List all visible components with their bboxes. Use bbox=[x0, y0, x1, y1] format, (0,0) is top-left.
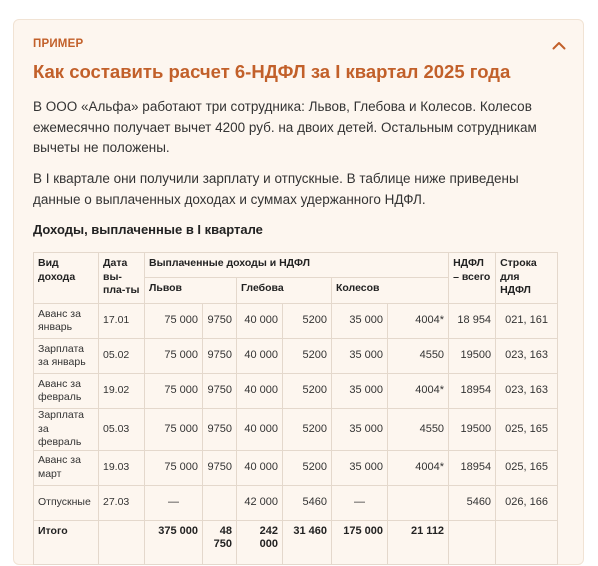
cell-kolesov-income: 35 000 bbox=[332, 304, 388, 339]
cell-kind: Аванс за февраль bbox=[34, 374, 99, 409]
cell-total: 18954 bbox=[449, 450, 496, 485]
cell-glebova-ndfl: 5200 bbox=[283, 374, 332, 409]
cell-date: 27.03 bbox=[99, 485, 145, 520]
cell-lvov-ndfl: 48 750 bbox=[203, 520, 237, 564]
collapse-button[interactable] bbox=[548, 34, 570, 56]
cell-kolesov-ndfl: 4004* bbox=[388, 450, 449, 485]
cell-line: 025, 165 bbox=[496, 450, 558, 485]
table-row bbox=[34, 339, 558, 374]
cell-total: 19500 bbox=[449, 409, 496, 451]
cell-kolesov-ndfl: 4550 bbox=[388, 409, 449, 451]
cell-total bbox=[449, 520, 496, 564]
cell-kind: Аванс за март bbox=[34, 450, 99, 485]
cell-kind: Отпускные bbox=[34, 485, 99, 520]
cell-kolesov-ndfl: 21 112 bbox=[388, 520, 449, 564]
cell-line: 025, 165 bbox=[496, 409, 558, 451]
cell-glebova-income: 40 000 bbox=[237, 339, 283, 374]
cell-date bbox=[99, 520, 145, 564]
cell-kind: Зарплата за январь bbox=[34, 339, 99, 374]
cell-line: 023, 163 bbox=[496, 374, 558, 409]
cell-glebova-income: 40 000 bbox=[237, 304, 283, 339]
header-glebova: Глебова bbox=[237, 278, 332, 304]
cell-kind: Итого bbox=[34, 520, 99, 564]
cell-kind: Аванс за январь bbox=[34, 304, 99, 339]
cell-lvov-income: 75 000 bbox=[145, 409, 203, 451]
cell-date: 05.02 bbox=[99, 339, 145, 374]
paragraph-employees: В ООО «Альфа» работают три сотрудника: Львов, Глебова и Колесов. Колесов ежемесячно получает вычет 4200 руб. на двоих детей. Остальным сотрудникам вычеты не положены. bbox=[33, 99, 537, 155]
cell-glebova-income: 40 000 bbox=[237, 450, 283, 485]
cell-total: 19500 bbox=[449, 339, 496, 374]
table-row bbox=[34, 374, 558, 409]
table-row bbox=[34, 304, 558, 339]
cell-lvov-income: 75 000 bbox=[145, 339, 203, 374]
cell-glebova-ndfl: 5200 bbox=[283, 304, 332, 339]
header-kind: Вид дохода bbox=[34, 253, 99, 304]
cell-lvov-ndfl bbox=[203, 485, 237, 520]
cell-kolesov-income: 175 000 bbox=[332, 520, 388, 564]
cell-lvov-ndfl: 9750 bbox=[203, 374, 237, 409]
chevron-up-icon bbox=[552, 41, 566, 50]
cell-date: 19.02 bbox=[99, 374, 145, 409]
cell-glebova-income: 40 000 bbox=[237, 409, 283, 451]
header-line: Строка для НДФЛ bbox=[496, 253, 558, 304]
header-paid: Выплаченные доходы и НДФЛ bbox=[145, 253, 449, 278]
cell-date: 17.01 bbox=[99, 304, 145, 339]
cell-kolesov-ndfl: 4004* bbox=[388, 374, 449, 409]
header-date: Дата вы-пла-ты bbox=[99, 253, 145, 304]
cell-lvov-income: 75 000 bbox=[145, 374, 203, 409]
header-lvov: Львов bbox=[145, 278, 237, 304]
cell-lvov-ndfl: 9750 bbox=[203, 409, 237, 451]
cell-line bbox=[496, 520, 558, 564]
cell-glebova-ndfl: 5200 bbox=[283, 339, 332, 374]
cell-lvov-income: 375 000 bbox=[145, 520, 203, 564]
cell-total: 18954 bbox=[449, 374, 496, 409]
cell-glebova-ndfl: 5200 bbox=[283, 409, 332, 451]
example-title: Как составить расчет 6-НДФЛ за I квартал 2025 года bbox=[33, 61, 511, 82]
cell-kind: Зарплата за февраль bbox=[34, 409, 99, 451]
cell-line: 026, 166 bbox=[496, 485, 558, 520]
cell-glebova-income: 42 000 bbox=[237, 485, 283, 520]
cell-kolesov-income: 35 000 bbox=[332, 339, 388, 374]
table-title: Доходы, выплаченные в I квартале bbox=[33, 222, 263, 237]
cell-lvov-income: 75 000 bbox=[145, 450, 203, 485]
cell-lvov-income: — bbox=[145, 485, 203, 520]
table-row bbox=[34, 409, 558, 451]
cell-lvov-income: 75 000 bbox=[145, 304, 203, 339]
cell-lvov-ndfl: 9750 bbox=[203, 304, 237, 339]
income-table bbox=[33, 252, 558, 565]
example-card bbox=[13, 19, 584, 565]
paragraph-income: В I квартале они получили зарплату и отпускные. В таблице ниже приведены данные о выплаченных доходах и суммах удержанного НДФЛ. bbox=[33, 171, 519, 207]
table-row bbox=[34, 485, 558, 520]
cell-kolesov-income: 35 000 bbox=[332, 374, 388, 409]
cell-kolesov-ndfl bbox=[388, 485, 449, 520]
cell-kolesov-ndfl: 4004* bbox=[388, 304, 449, 339]
cell-kolesov-income: — bbox=[332, 485, 388, 520]
cell-line: 023, 163 bbox=[496, 339, 558, 374]
cell-total: 18 954 bbox=[449, 304, 496, 339]
example-label: ПРИМЕР bbox=[33, 38, 84, 50]
cell-lvov-ndfl: 9750 bbox=[203, 450, 237, 485]
cell-total: 5460 bbox=[449, 485, 496, 520]
header-ndfl-total: НДФЛ – всего bbox=[449, 253, 496, 304]
cell-glebova-ndfl: 31 460 bbox=[283, 520, 332, 564]
cell-lvov-ndfl: 9750 bbox=[203, 339, 237, 374]
cell-kolesov-income: 35 000 bbox=[332, 450, 388, 485]
cell-glebova-income: 242 000 bbox=[237, 520, 283, 564]
cell-kolesov-ndfl: 4550 bbox=[388, 339, 449, 374]
cell-line: 021, 161 bbox=[496, 304, 558, 339]
cell-date: 19.03 bbox=[99, 450, 145, 485]
cell-glebova-income: 40 000 bbox=[237, 374, 283, 409]
cell-glebova-ndfl: 5200 bbox=[283, 450, 332, 485]
cell-kolesov-income: 35 000 bbox=[332, 409, 388, 451]
cell-glebova-ndfl: 5460 bbox=[283, 485, 332, 520]
cell-date: 05.03 bbox=[99, 409, 145, 451]
table-total-row bbox=[34, 520, 558, 564]
header-kolesov: Колесов bbox=[332, 278, 449, 304]
table-row bbox=[34, 450, 558, 485]
